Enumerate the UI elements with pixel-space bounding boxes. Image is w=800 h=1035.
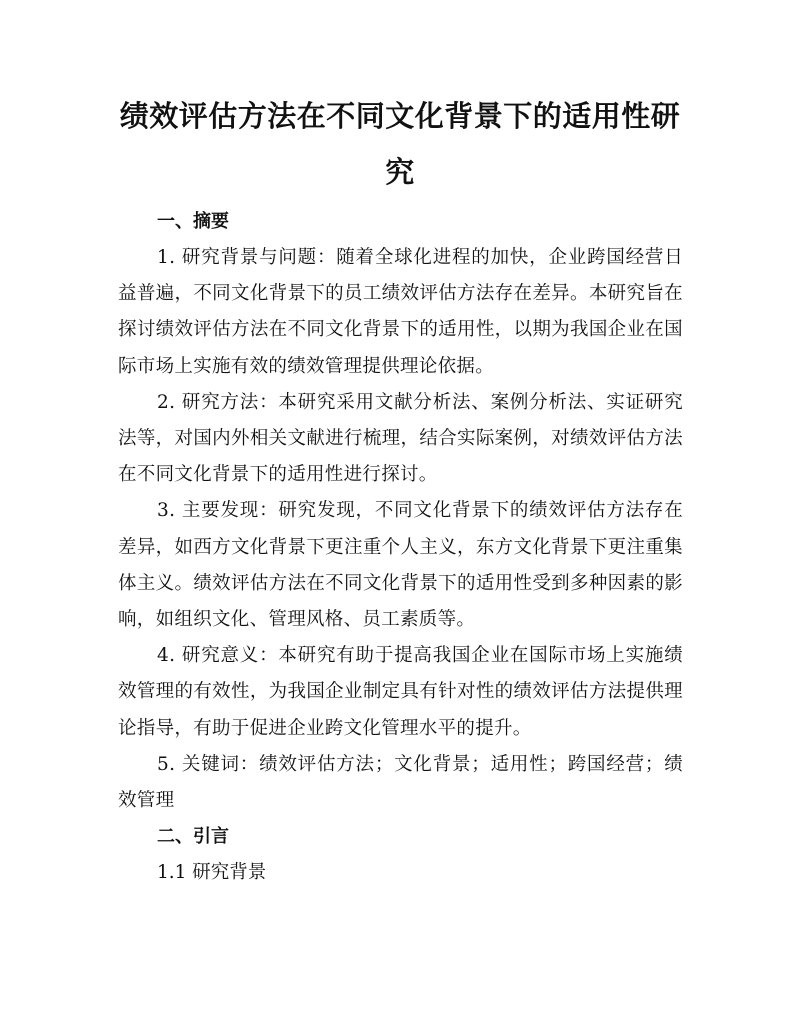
- section-heading-abstract: 一、摘要: [157, 211, 229, 232]
- document-title: 绩效评估方法在不同文化背景下的适用性研究: [119, 99, 681, 189]
- abstract-paragraph-keywords: 5. 关键词：绩效评估方法；文化背景；适用性；跨国经营；绩效管理: [118, 753, 683, 812]
- abstract-paragraph-significance: 4. 研究意义：本研究有助于提高我国企业在国际市场上实施绩效管理的有效性，为我国企业制定具有针对性的绩效评估方法提供理论指导，有助于促进企业跨文化管理水平的提升。: [118, 645, 683, 739]
- abstract-paragraph-methods: 2. 研究方法：本研究采用文献分析法、案例分析法、实证研究法等，对国内外相关文献进行梳理，结合实际案例，对绩效评估方法在不同文化背景下的适用性进行探讨。: [118, 391, 683, 486]
- document-body: [118, 204, 683, 891]
- subsection-heading-background: 1.1 研究背景: [157, 862, 267, 884]
- abstract-paragraph-background: 1. 研究背景与问题：随着全球化进程的加快，企业跨国经营日益普遍，不同文化背景下的员工绩效评估方法存在差异。本研究旨在探讨绩效评估方法在不同文化背景下的适用性，以期为我国企业在国际市场上实施有效的绩效管理提供理论依据。: [118, 247, 683, 377]
- abstract-paragraph-findings: 3. 主要发现：研究发现，不同文化背景下的绩效评估方法存在差异，如西方文化背景下更注重个人主义，东方文化背景下更注重集体主义。绩效评估方法在不同文化背景下的适用性受到多种因素的影响，如组织文化、管理风格、员工素质等。: [118, 500, 683, 631]
- section-heading-introduction: 二、引言: [157, 826, 229, 848]
